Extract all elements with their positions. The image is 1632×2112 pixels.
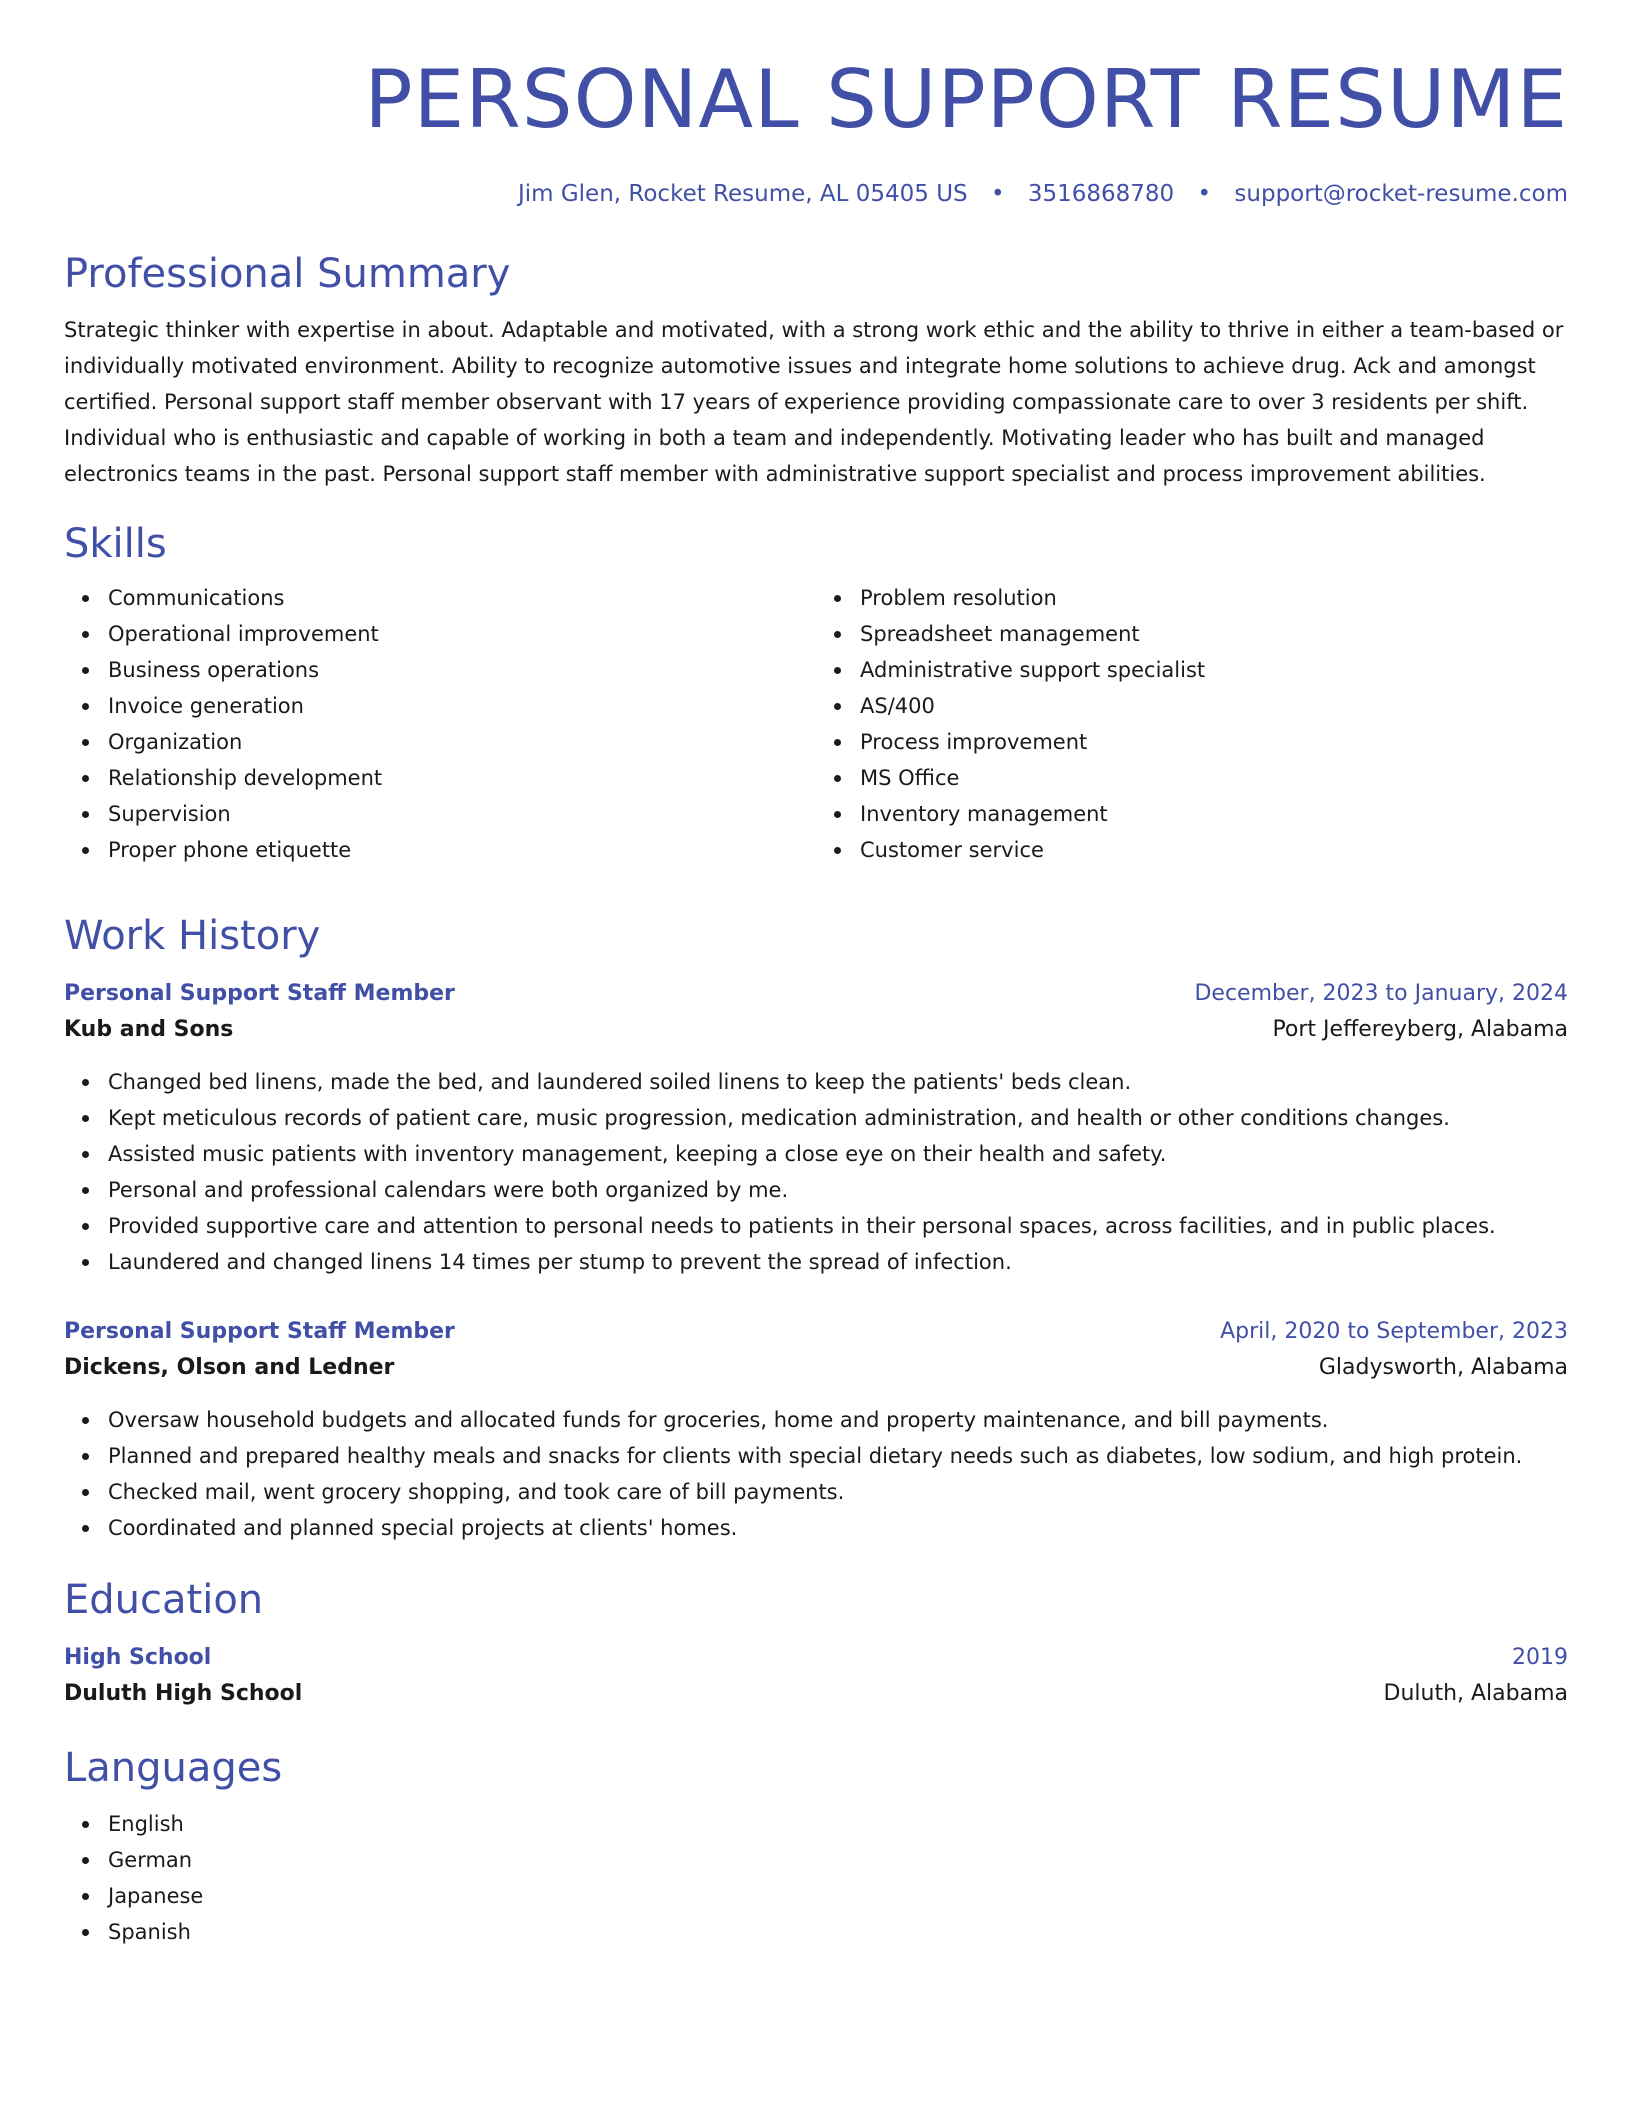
contact-email: support@rocket-resume.com	[1234, 181, 1568, 207]
contact-separator: •	[1197, 181, 1212, 207]
skills-section	[64, 518, 1568, 868]
job-dates: April, 2020 to September, 2023	[1220, 1319, 1568, 1344]
job-header-row	[64, 976, 1568, 1012]
job-duty: Planned and prepared healthy meals and snacks for clients with special dietary needs such as diabetes, low sodium, and high protein.	[108, 1438, 1568, 1474]
education-section	[64, 1574, 1568, 1712]
skill-item: Organization	[108, 724, 816, 760]
job-company-row	[64, 1012, 1568, 1048]
work-history-section	[64, 910, 1568, 1546]
job-duty: Coordinated and planned special projects at clients' homes.	[108, 1510, 1568, 1546]
job-duty: Oversaw household budgets and allocated funds for groceries, home and property maintenance, and bill payments.	[108, 1402, 1568, 1438]
skill-item: Communications	[108, 580, 816, 616]
skills-columns	[64, 580, 1568, 868]
section-heading: Languages	[64, 1745, 283, 1791]
skill-item: Supervision	[108, 796, 816, 832]
skill-item: Administrative support specialist	[860, 652, 1568, 688]
contact-separator: •	[990, 181, 1005, 207]
language-item: Japanese	[108, 1878, 1568, 1914]
professional-summary-section	[64, 248, 1568, 492]
job-location: Port Jeffereyberg, Alabama	[1272, 1017, 1568, 1042]
job-duty: Laundered and changed linens 14 times per stump to prevent the spread of infection.	[108, 1244, 1568, 1280]
job-duty: Changed bed linens, made the bed, and laundered soiled linens to keep the patients' beds clean.	[108, 1064, 1568, 1100]
resume-header	[64, 52, 1568, 210]
job-header-row	[64, 1314, 1568, 1350]
job-company: Kub and Sons	[64, 1017, 234, 1042]
languages-section	[64, 1742, 1568, 1950]
job-dates: December, 2023 to January, 2024	[1194, 981, 1568, 1006]
education-degree: High School	[64, 1645, 212, 1670]
skill-item: MS Office	[860, 760, 1568, 796]
language-item: Spanish	[108, 1914, 1568, 1950]
skill-item: AS/400	[860, 688, 1568, 724]
skill-item: Invoice generation	[108, 688, 816, 724]
education-school: Duluth High School	[64, 1681, 303, 1706]
education-location: Duluth, Alabama	[1383, 1681, 1568, 1706]
contact-address: Jim Glen, Rocket Resume, AL 05405 US	[517, 181, 968, 207]
resume-title: PERSONAL SUPPORT RESUME	[364, 53, 1568, 146]
education-school-row	[64, 1676, 1568, 1712]
skill-item: Process improvement	[860, 724, 1568, 760]
job-duty: Assisted music patients with inventory management, keeping a close eye on their health and safety.	[108, 1136, 1568, 1172]
skills-list-left	[64, 580, 816, 868]
skill-item: Proper phone etiquette	[108, 832, 816, 868]
skill-item: Spreadsheet management	[860, 616, 1568, 652]
section-heading: Professional Summary	[64, 251, 511, 297]
skill-item: Problem resolution	[860, 580, 1568, 616]
job-title: Personal Support Staff Member	[64, 1319, 455, 1344]
section-heading: Skills	[64, 521, 167, 567]
job-location: Gladysworth, Alabama	[1318, 1355, 1568, 1380]
job-company: Dickens, Olson and Ledner	[64, 1355, 395, 1380]
job-duty: Personal and professional calendars were both organized by me.	[108, 1172, 1568, 1208]
education-entry	[64, 1640, 1568, 1712]
job-duties-list	[64, 1402, 1568, 1546]
section-heading: Education	[64, 1577, 264, 1623]
contact-phone: 3516868780	[1027, 181, 1175, 207]
job-company-row	[64, 1350, 1568, 1386]
job-entry	[64, 1314, 1568, 1546]
job-duty: Kept meticulous records of patient care, music progression, medication administration, and health or other conditions changes.	[108, 1100, 1568, 1136]
job-duties-list	[64, 1064, 1568, 1280]
section-heading: Work History	[64, 913, 321, 959]
skill-item: Operational improvement	[108, 616, 816, 652]
skill-item: Inventory management	[860, 796, 1568, 832]
language-item: English	[108, 1806, 1568, 1842]
contact-line	[64, 178, 1568, 210]
summary-text: Strategic thinker with expertise in about. Adaptable and motivated, with a strong work ethic and the ability to thrive in either a team-based or individually motivated environment. Ability to recognize automotive issues and integrate home solutions to achieve drug. Ack and amongst certified. Personal support staff member observant with 17 years of experience providing compassionate care to over 3 residents per shift. Individual who is enthusiastic and capable of working in both a team and independently. Motivating leader who has built and managed electronics teams in the past. Personal support staff member with administrative support specialist and process improvement abilities.	[64, 318, 1564, 486]
language-item: German	[108, 1842, 1568, 1878]
education-year: 2019	[1512, 1645, 1568, 1670]
job-duty: Checked mail, went grocery shopping, and took care of bill payments.	[108, 1474, 1568, 1510]
job-duty: Provided supportive care and attention to personal needs to patients in their personal spaces, across facilities, and in public places.	[108, 1208, 1568, 1244]
job-title: Personal Support Staff Member	[64, 981, 455, 1006]
languages-list	[64, 1806, 1568, 1950]
skills-list-right	[816, 580, 1568, 868]
skill-item: Relationship development	[108, 760, 816, 796]
job-entry	[64, 976, 1568, 1280]
skill-item: Business operations	[108, 652, 816, 688]
skill-item: Customer service	[860, 832, 1568, 868]
education-header-row	[64, 1640, 1568, 1676]
